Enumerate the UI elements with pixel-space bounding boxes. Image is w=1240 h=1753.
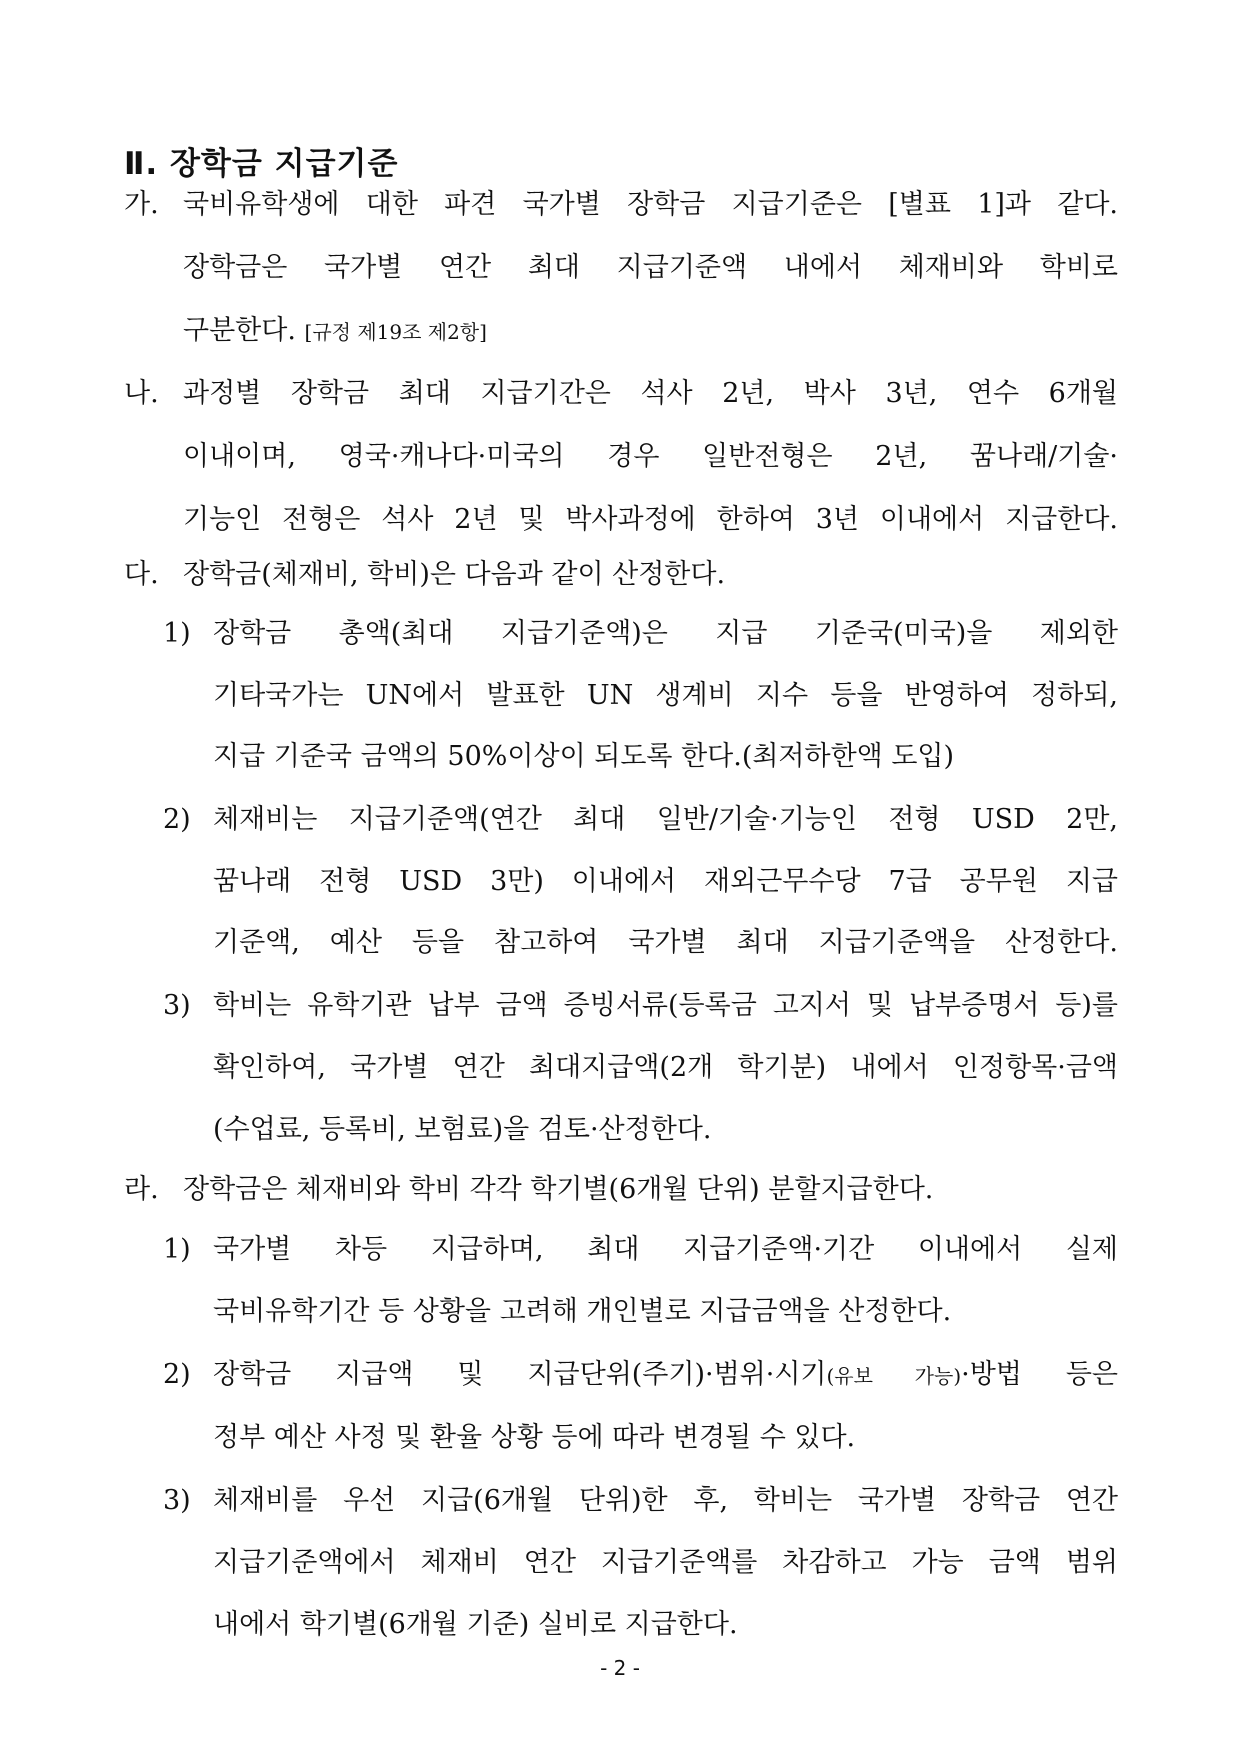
sub-item-text-line: 꿈나래 전형 USD 3만) 이내에서 재외근무수당 7급 공무원 지급 bbox=[213, 866, 1118, 897]
sub-item-marker: 1) bbox=[163, 1234, 191, 1265]
sub-item-text-line: 정부 예산 사정 및 환율 상황 등에 따라 변경될 수 있다. bbox=[213, 1422, 856, 1453]
sub-item-text-line: 내에서 학기별(6개월 기준) 실비로 지급한다. bbox=[213, 1609, 738, 1640]
item-marker: 라. bbox=[124, 1174, 159, 1205]
sub-item-text-line: 체재비를 우선 지급(6개월 단위)한 후, 학비는 국가별 장학금 연간 bbox=[213, 1485, 1118, 1516]
item-text-line: 국비유학생에 대한 파견 국가별 장학금 지급기준은 [별표 1]과 같다. bbox=[183, 189, 1118, 220]
item-text-line: 이내이며, 영국·캐나다·미국의 경우 일반전형은 2년, 꿈나래/기술· bbox=[183, 441, 1118, 472]
item-text-line: 과정별 장학금 최대 지급기간은 석사 2년, 박사 3년, 연수 6개월 bbox=[183, 378, 1118, 409]
item-marker: 나. bbox=[124, 378, 159, 409]
item-text-line: 장학금은 체재비와 학비 각각 학기별(6개월 단위) 분할지급한다. bbox=[183, 1174, 934, 1205]
sub-item-text-line: 국비유학기간 등 상황을 고려해 개인별로 지급금액을 산정한다. bbox=[213, 1296, 952, 1327]
item-marker: 가. bbox=[124, 189, 159, 220]
sub-item-text-line: 확인하여, 국가별 연간 최대지급액(2개 학기분) 내에서 인정항목·금액 bbox=[213, 1052, 1118, 1083]
sub-item-text-line: 학비는 유학기관 납부 금액 증빙서류(등록금 고지서 및 납부증명서 등)를 bbox=[213, 990, 1118, 1021]
sub-item-marker: 1) bbox=[163, 618, 191, 649]
sub-item-text-line: 기타국가는 UN에서 발표한 UN 생계비 지수 등을 반영하여 정하되, bbox=[213, 680, 1118, 711]
sub-item-marker: 2) bbox=[163, 1359, 191, 1390]
sub-item-text-line: 지급기준액에서 체재비 연간 지급기준액를 차감하고 가능 금액 범위 bbox=[213, 1547, 1118, 1578]
item-text-line: 장학금(체재비, 학비)은 다음과 같이 산정한다. bbox=[183, 559, 726, 590]
page-number: - 2 - bbox=[600, 1656, 640, 1680]
item-text: 구분한다. bbox=[183, 315, 296, 346]
sub-item-text-line: 체재비는 지급기준액(연간 최대 일반/기술·기능인 전형 USD 2만, bbox=[213, 804, 1118, 835]
sub-item-text: ·방법 등은 bbox=[961, 1359, 1118, 1390]
section-title: Ⅱ. 장학금 지급기준 bbox=[124, 146, 399, 182]
sub-item-text-line: 기준액, 예산 등을 참고하여 국가별 최대 지급기준액을 산정한다. bbox=[213, 927, 1118, 958]
sub-item-text-line: (수업료, 등록비, 보험료)을 검토·산정한다. bbox=[213, 1114, 712, 1145]
sub-item-marker: 3) bbox=[163, 990, 191, 1021]
item-text-line: 기능인 전형은 석사 2년 및 박사과정에 한하여 3년 이내에서 지급한다. bbox=[183, 504, 1118, 535]
sub-item-text-line: 장학금 총액(최대 지급기준액)은 지급 기준국(미국)을 제외한 bbox=[213, 618, 1118, 649]
sub-item-text-line-with-note bbox=[213, 1355, 1118, 1395]
sub-item-text-line: 국가별 차등 지급하며, 최대 지급기준액·기간 이내에서 실제 bbox=[213, 1234, 1118, 1265]
item-text-line-with-note bbox=[183, 311, 1118, 351]
item-marker: 다. bbox=[124, 559, 159, 590]
sub-item-marker: 3) bbox=[163, 1485, 191, 1516]
sub-item-marker: 2) bbox=[163, 804, 191, 835]
sub-item-text: 장학금 지급액 및 지급단위(주기)·범위·시기 bbox=[213, 1359, 827, 1390]
sub-item-text-line: 지급 기준국 금액의 50%이상이 되도록 한다.(최저하한액 도입) bbox=[213, 741, 955, 772]
regulation-reference: [규정 제19조 제2항] bbox=[304, 320, 487, 344]
item-text-line: 장학금은 국가별 연간 최대 지급기준액 내에서 체재비와 학비로 bbox=[183, 252, 1118, 283]
note-reservable: (유보 가능) bbox=[826, 1364, 962, 1388]
